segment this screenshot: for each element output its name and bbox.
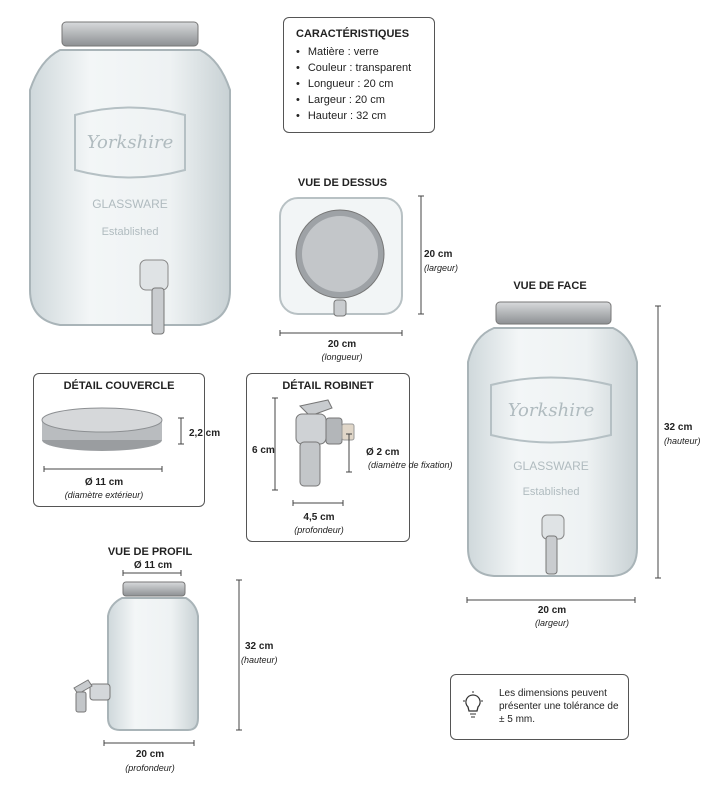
tap-diam-line [346, 434, 352, 474]
tolerance-text: Les dimensions peuvent présenter une tolérance de ± 5 mm. [499, 688, 619, 725]
spec-item: • Matière : verre [296, 46, 434, 58]
top-view-height-dim: 20 cm [424, 249, 453, 260]
front-view-height-line [655, 306, 661, 580]
top-view-width-line [280, 330, 404, 336]
top-view-title: VUE DE DESSUS [297, 177, 388, 189]
front-label-brand: Yorkshire [507, 400, 595, 421]
front-view-image [466, 300, 641, 580]
lightbulb-icon [461, 691, 485, 721]
spec-item: • Largeur : 20 cm [296, 94, 434, 106]
tap-depth-line [293, 500, 345, 506]
tap-depth-sub: (profondeur) [294, 525, 344, 535]
svg-text:GLASSWARE: GLASSWARE [92, 197, 168, 211]
tap-height-dim: 6 cm [252, 445, 275, 456]
top-view-width-dim: 20 cm [327, 339, 357, 350]
profile-top-dim: Ø 11 cm [133, 560, 173, 571]
top-view-width-sub: (longueur) [321, 352, 363, 362]
profile-width-dim: 20 cm [135, 749, 165, 760]
front-view-height-sub: (hauteur) [664, 436, 701, 446]
main-jar-image [20, 20, 240, 340]
front-view-width-dim: 20 cm [537, 605, 567, 616]
specs-panel [283, 17, 435, 133]
lid-height-line [178, 418, 184, 446]
profile-width-sub: (profondeur) [125, 763, 175, 773]
front-view-title: VUE DE FACE [513, 280, 587, 292]
profile-width-line [104, 740, 196, 746]
profile-view-title: VUE DE PROFIL [107, 546, 193, 558]
svg-text:Established: Established [522, 486, 580, 498]
specs-list [296, 46, 434, 122]
top-view-height-sub: (largeur) [424, 263, 459, 273]
profile-height-sub: (hauteur) [241, 655, 278, 665]
lid-detail-title: DÉTAIL COUVERCLE [63, 380, 175, 392]
top-view-image [278, 196, 408, 326]
spec-item: • Hauteur : 32 cm [296, 110, 434, 122]
tap-diam-sub: (diamètre de fixation) [368, 460, 453, 470]
front-view-height-dim: 32 cm [664, 422, 693, 433]
front-view-width-line [467, 597, 637, 603]
lid-image [40, 402, 165, 452]
spec-item: • Couleur : transparent [296, 62, 434, 74]
svg-text:Established: Established [101, 226, 159, 238]
tap-diam-dim: Ø 2 cm [366, 447, 400, 458]
lid-diam-line [44, 466, 164, 472]
tap-depth-dim: 4,5 cm [303, 512, 335, 523]
tap-detail-title: DÉTAIL ROBINET [282, 380, 374, 392]
lid-diam-sub: (diamètre extérieur) [64, 490, 144, 500]
specs-title: CARACTÉRISTIQUES [296, 28, 410, 40]
spec-item: • Longueur : 20 cm [296, 78, 434, 90]
lid-height-dim: 2,2 cm [189, 428, 221, 439]
tolerance-note [450, 674, 629, 740]
front-view-width-sub: (largeur) [534, 618, 569, 628]
profile-height-dim: 32 cm [245, 641, 274, 652]
profile-view-image [70, 580, 200, 732]
lid-diam-dim: Ø 11 cm [84, 477, 124, 488]
svg-text:GLASSWARE: GLASSWARE [513, 459, 589, 473]
svg-text:Yorkshire: Yorkshire [86, 132, 174, 153]
